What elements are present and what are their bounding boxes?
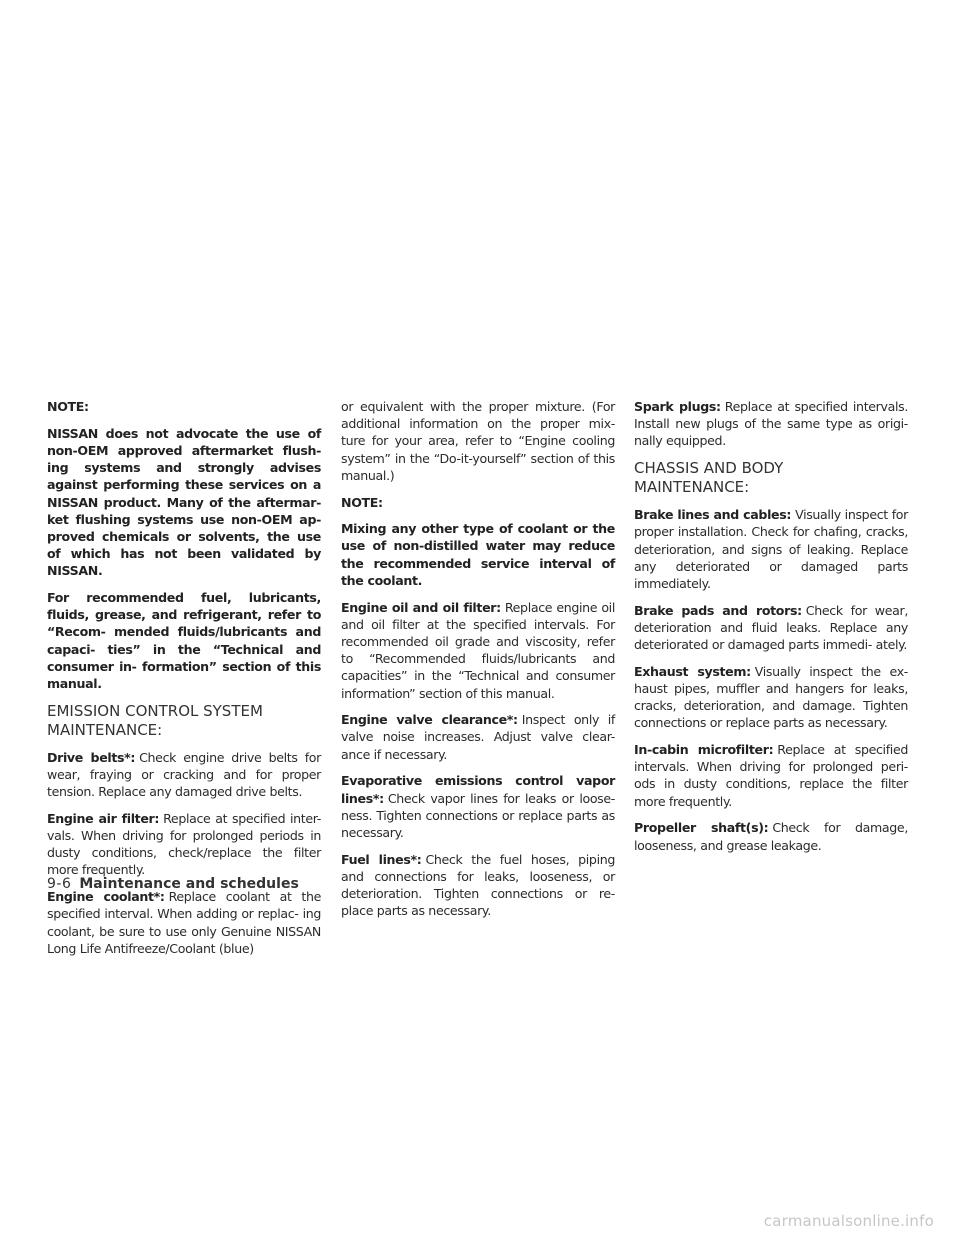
column-3 [634,398,908,863]
note-label: NOTE: [341,494,383,510]
note-label: NOTE: [47,399,89,414]
item-drive-belts: Drive belts*: Check engine drive belts for wear, fraying or cracking and for proper tension. Replace any damaged drive belts. [47,749,321,800]
emission-control-heading: EMISSION CONTROL SYSTEM MAINTENANCE: [47,701,263,739]
item-engine-air-filter: Engine air filter: Replace at specified inter- vals. When driving for prolonged periods in dusty conditions, check/replace the filter more frequently. [47,810,322,878]
flushing-note: NISSAN does not advocate the use of non-OEM approved aftermarket flush- ing systems and strongly advises against performing these services on a NISSAN product. Many of the aftermar- ket flushing systems use non-OEM ap- proved chemicals or solvents, the use of which has not been validated by NISSAN. [47,425,321,579]
item-in-cabin-microfilter: In-cabin microfilter: Replace at specified intervals. When driving for prolonged peri- ods in dusty conditions, replace the filter more frequently. [634,742,908,809]
coolant-note: Mixing any other type of coolant or the use of non-distilled water may reduce the recommended service interval of the coolant. [341,521,615,588]
item-brake-pads: Brake pads and rotors: Check for wear, deterioration and fluid leaks. Replace any deteriorated or damaged parts immedi- ately. [634,602,909,653]
item-evaporative-emissions: Evaporative emissions control vapor lines*: Check vapor lines for leaks or loose- ness. Tighten connections or replace parts as necessary. [341,773,615,840]
coolant-continued: or equivalent with the proper mixture. (For additional information on the proper mix- ture for your area, refer to “Engine cooling system” in the “Do-it-yourself” section of this manual.) [341,399,615,483]
section-title: Maintenance and schedules [79,876,299,892]
item-propeller-shaft: Propeller shaft(s): Check for damage, looseness, and grease leakage. [634,820,908,853]
item-engine-coolant: Engine coolant*: Replace coolant at the specified interval. When adding or replac- ing coolant, be sure to use only Genuine NISSAN Long Life Antifreeze/Coolant (blue) [47,889,321,956]
page-footer [47,876,299,892]
page-number: 9-6 [47,876,72,892]
item-exhaust-system: Exhaust system: Visually inspect the ex- haust pipes, muffler and hangers for leaks, cracks, deterioration, and damage. Tighten connections or replace parts as necessary. [634,663,908,731]
item-engine-oil: Engine oil and oil filter: Replace engine oil and oil filter at the specified intervals. For recommended oil grade and viscosity, refer to “Recommended fluids/lubricants and capacities” in the “Technical and consumer information” section of this manual. [341,599,615,701]
item-spark-plugs: Spark plugs: Replace at specified intervals. Install new plugs of the same type as origi- nally equipped. [634,399,908,449]
recommended-fluids-note: For recommended fuel, lubricants, fluids, grease, and refrigerant, refer to “Recom- mended fluids/lubricants and capaci- ties” in the “Technical and consumer in- formation” section of this manual. [47,590,321,692]
item-brake-lines: Brake lines and cables: Visually inspect for proper installation. Check for chafing, cracks, deterioration, and signs of leaking. Replace any deteriorated or damaged parts immediately. [634,507,908,591]
watermark: carmanualsonline.info [763,1212,934,1230]
chassis-body-heading: CHASSIS AND BODY MAINTENANCE: [634,459,784,497]
item-fuel-lines: Fuel lines*: Check the fuel hoses, piping and connections for leaks, looseness, or deterioration. Tighten connections or re- place parts as necessary. [341,851,615,919]
item-engine-valve-clearance: Engine valve clearance*: Inspect only if valve noise increases. Adjust valve clear- ance if necessary. [341,712,615,762]
column-2 [341,398,615,929]
